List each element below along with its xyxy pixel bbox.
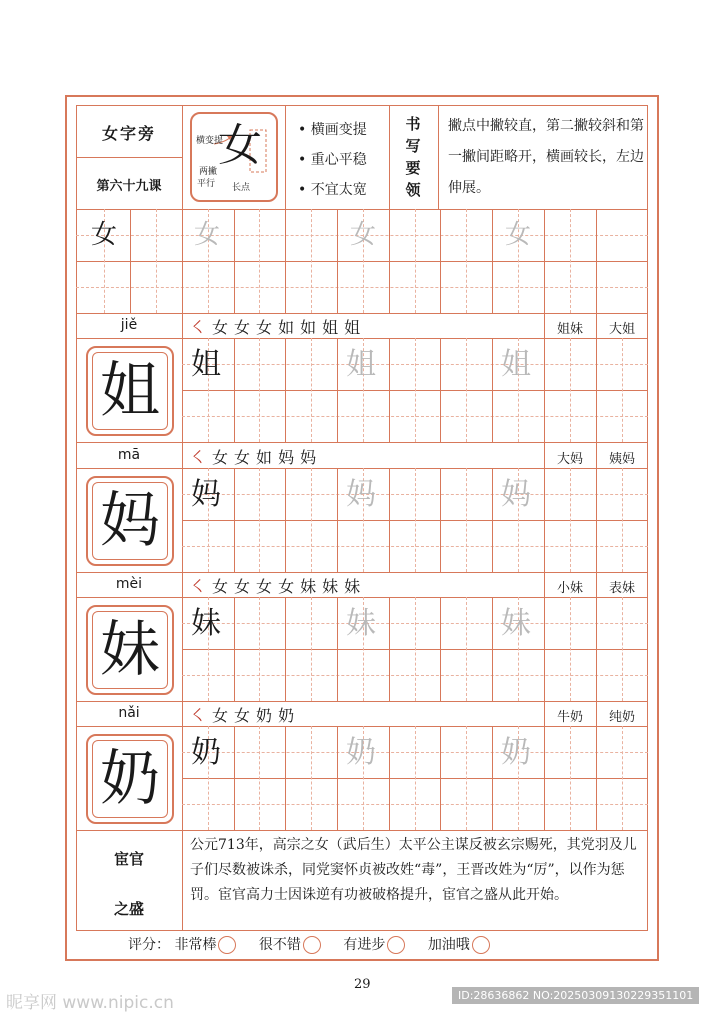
rating-circle-3[interactable] [387, 936, 405, 954]
stroke-step: 女 [256, 318, 273, 337]
stroke-step: 女 [234, 448, 251, 467]
tip-2: • 重心平稳 [298, 152, 367, 168]
word-1: 姐妹 [556, 322, 583, 337]
practice-trace-1: 女 [194, 220, 221, 250]
tip-1: • 横画变提 [298, 122, 367, 138]
practice-trace-2: 女 [350, 220, 377, 250]
word-2: 纯奶 [608, 710, 635, 725]
word-2: 大姐 [608, 322, 635, 337]
lesson-number: 第六十九课 [96, 179, 162, 194]
practice-sample-char: 女 [91, 220, 118, 250]
stroke-order-1 [190, 315, 366, 338]
practice-trace: 妹 [501, 606, 531, 641]
practice-trace: 姐 [501, 347, 531, 382]
pinyin-2: mā [117, 447, 141, 463]
word-1: 小妹 [556, 581, 583, 596]
stroke-step: 女 [212, 318, 229, 337]
stroke-step: ㇛ [190, 577, 207, 596]
practice-trace-3: 女 [505, 220, 532, 250]
stroke-order-4 [190, 703, 300, 726]
rating-bar [128, 934, 508, 954]
big-char: 奶 [100, 744, 160, 814]
rating-circle-2[interactable] [303, 936, 321, 954]
rating-circle-4[interactable] [472, 936, 490, 954]
stroke-order-3 [190, 574, 366, 597]
pinyin-4: nǎi [118, 705, 140, 721]
big-char: 姐 [100, 356, 160, 426]
stroke-step: 女 [212, 448, 229, 467]
radical-annotation-bottom: 平行 [197, 179, 216, 189]
stroke-step: ㇛ [190, 706, 207, 725]
stroke-step: 妈 [300, 448, 317, 467]
stroke-step: 奶 [256, 706, 273, 725]
stroke-step: 女 [234, 318, 251, 337]
big-char: 妹 [100, 615, 160, 685]
practice-trace: 妈 [501, 477, 531, 512]
rating-option-2: 很不错 [258, 937, 301, 953]
watermark-left: 昵享网 www.nipic.cn [6, 993, 174, 1013]
practice-sample: 奶 [191, 735, 221, 770]
rating-option-4: 加油哦 [427, 937, 470, 953]
big-char: 妈 [100, 486, 160, 556]
stroke-step: 姐 [344, 318, 361, 337]
radical-annotation-mid: 两撇 [199, 167, 218, 177]
radical-char: 女 [218, 120, 262, 171]
practice-trace: 妹 [346, 606, 376, 641]
practice-trace: 奶 [346, 735, 376, 770]
stroke-step: 女 [278, 577, 295, 596]
stroke-step: 女 [234, 577, 251, 596]
practice-trace: 姐 [346, 347, 376, 382]
pinyin-3: mèi [115, 576, 143, 592]
rating-circle-1[interactable] [218, 936, 236, 954]
stroke-step: 妈 [278, 448, 295, 467]
page-number: 29 [354, 977, 371, 992]
essentials-text: 撇点中撇较直，第二撇较斜和第一撇间距略开，横画较长，左边伸展。 [448, 118, 644, 196]
lesson-title: 女字旁 [101, 124, 156, 143]
essentials-label: 书 写 要 领 [405, 115, 421, 199]
stroke-step: ㇛ [190, 318, 207, 337]
stroke-step: ㇛ [190, 448, 207, 467]
stroke-step: 女 [212, 577, 229, 596]
radical-annotation-right: 长点 [232, 183, 251, 193]
story-title-1: 宦官 [113, 850, 144, 868]
stroke-step: 如 [278, 318, 295, 337]
word-1: 牛奶 [556, 710, 583, 725]
stroke-step: 如 [300, 318, 317, 337]
watermark-right: ID:28636862 NO:20250309130229351101 [452, 987, 699, 1004]
stroke-step: 奶 [278, 706, 295, 725]
radical-annotation-top: 横变提 [196, 136, 224, 146]
stroke-step: 如 [256, 448, 273, 467]
practice-sample: 姐 [191, 347, 221, 382]
rating-option-1: 非常棒 [174, 937, 217, 953]
word-2: 表妹 [608, 581, 635, 596]
practice-trace: 妈 [346, 477, 376, 512]
practice-trace: 奶 [501, 735, 531, 770]
story-text: 公元713年，高宗之女（武后生）太平公主谋反被玄宗赐死，其党羽及儿子们尽数被诛杀，同党窦怀贞被改姓“毒”，王晋改姓为“厉”，以作为惩罚。宦官高力士因诛逆有功被破格提升，宦官之盛从此开始。 [190, 837, 637, 903]
stroke-order-2 [190, 445, 322, 468]
rating-label: 评分： [128, 937, 170, 953]
stroke-step: 女 [256, 577, 273, 596]
word-2: 姨妈 [608, 452, 635, 467]
practice-sample: 妹 [191, 606, 221, 641]
stroke-step: 姐 [322, 318, 339, 337]
story-title-2: 之盛 [113, 900, 144, 918]
pinyin-1: jiě [120, 317, 138, 333]
practice-sample: 妈 [191, 477, 221, 512]
stroke-step: 妹 [344, 577, 361, 596]
tip-3: • 不宜太宽 [298, 182, 367, 198]
word-1: 大妈 [556, 452, 583, 467]
stroke-step: 妹 [300, 577, 317, 596]
stroke-step: 妹 [322, 577, 339, 596]
rating-option-3: 有进步 [343, 937, 386, 953]
stroke-step: 女 [234, 706, 251, 725]
stroke-step: 女 [212, 706, 229, 725]
